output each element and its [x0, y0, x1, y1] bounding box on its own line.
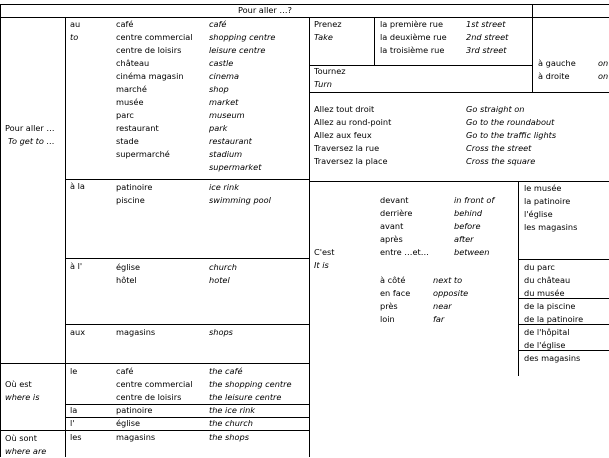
- prepositions-list: [380, 194, 429, 259]
- grid-line: [0, 4, 609, 5]
- places-aux-translation-list: [209, 326, 233, 339]
- article-au: au: [70, 19, 81, 29]
- grid-line: [532, 17, 533, 92]
- list-item: stade: [116, 136, 139, 146]
- grid-line: [65, 17, 66, 457]
- list-item: l'église: [524, 209, 553, 219]
- place-l-translation: the church: [209, 418, 253, 428]
- grid-line: [374, 17, 375, 65]
- list-item: centre de loisirs: [116, 392, 182, 402]
- tournez-label: Tournez: [314, 66, 346, 76]
- list-item: 3rd street: [466, 45, 507, 55]
- list-item: entre …et…: [380, 247, 429, 257]
- list-item: des magasins: [524, 353, 581, 363]
- list-item: stadium: [209, 149, 243, 159]
- directions-list: [314, 103, 391, 168]
- list-item: centre commercial: [116, 32, 193, 42]
- article-a-l: à l': [70, 261, 83, 271]
- prepositions-de-list: [380, 274, 410, 326]
- places-a-l-list: [116, 261, 140, 287]
- list-item: Traversez la place: [314, 156, 388, 166]
- grid-line: [0, 363, 310, 364]
- list-item: avant: [380, 221, 404, 231]
- places-a-la-list: [116, 181, 152, 207]
- list-item: derrière: [380, 208, 413, 218]
- list-item: de l'hôpital: [524, 327, 570, 337]
- list-item: église: [116, 262, 141, 272]
- list-item: after: [454, 234, 474, 244]
- places-au-list: [116, 18, 193, 161]
- list-item: parc: [116, 110, 134, 120]
- list-item: Go straight on: [466, 104, 525, 114]
- list-item: church: [209, 262, 237, 272]
- list-item: shop: [209, 84, 229, 94]
- list-item: du parc: [524, 262, 555, 272]
- list-item: on: [598, 58, 609, 68]
- grid-line: [0, 17, 609, 18]
- places-a-l-translation-list: [209, 261, 237, 287]
- list-item: loin: [380, 314, 395, 324]
- places-le-list: [116, 365, 193, 404]
- article-aux: aux: [70, 327, 86, 337]
- list-item: la troisième rue: [380, 45, 445, 55]
- ou-est-translation: where is: [5, 392, 40, 402]
- list-item: patinoire: [116, 182, 153, 192]
- cest-label: C'est: [314, 247, 335, 257]
- list-item: piscine: [116, 195, 145, 205]
- grid-line: [65, 258, 310, 259]
- list-item: castle: [209, 58, 234, 68]
- grid-line: [532, 4, 533, 17]
- list-item: before: [454, 221, 481, 231]
- pour-aller-label: Pour aller …: [5, 123, 55, 133]
- list-item: behind: [454, 208, 483, 218]
- places-le-translation-list: [209, 365, 292, 404]
- list-item: à côté: [380, 275, 406, 285]
- list-item: les magasins: [524, 222, 578, 232]
- list-item: far: [433, 314, 445, 324]
- ou-est-label: Où est: [5, 379, 32, 389]
- list-item: magasins: [116, 327, 156, 337]
- left-right-translation-list: [598, 57, 608, 83]
- list-item: 2nd street: [466, 32, 509, 42]
- article-a-la: à la: [70, 181, 85, 191]
- list-item: de la patinoire: [524, 314, 584, 324]
- grid-line: [65, 324, 310, 325]
- list-item: 1st street: [466, 19, 506, 29]
- list-item: café: [116, 366, 134, 376]
- article-la: la: [70, 405, 78, 415]
- list-item: château: [116, 58, 150, 68]
- place-les-translation: the shops: [209, 432, 249, 442]
- streets-list: [380, 18, 447, 57]
- list-item: hôtel: [116, 275, 137, 285]
- list-item: marché: [116, 84, 147, 94]
- article-les: les: [70, 432, 82, 442]
- list-item: Go to the traffic lights: [466, 130, 557, 140]
- left-right-list: [538, 57, 576, 83]
- list-item: la patinoire: [524, 196, 571, 206]
- list-item: leisure centre: [209, 45, 266, 55]
- pour-aller-translation: To get to …: [8, 136, 55, 146]
- directions-translation-list: [466, 103, 556, 168]
- list-item: centre de loisirs: [116, 45, 182, 55]
- list-item: Traversez la rue: [314, 143, 380, 153]
- list-item: near: [433, 301, 452, 311]
- list-item: le musée: [524, 183, 562, 193]
- place-l: église: [116, 418, 141, 428]
- tournez-translation: Turn: [314, 79, 332, 89]
- grid-line: [518, 259, 609, 260]
- list-item: centre commercial: [116, 379, 193, 389]
- list-item: café: [209, 19, 227, 29]
- grid-line: [518, 181, 519, 376]
- list-item: in front of: [454, 195, 495, 205]
- list-item: on: [598, 71, 609, 81]
- list-item: the shopping centre: [209, 379, 292, 389]
- list-item: cinema: [209, 71, 239, 81]
- place-la-translation: the ice rink: [209, 405, 256, 415]
- list-item: devant: [380, 195, 409, 205]
- list-item: museum: [209, 110, 245, 120]
- place-la: patinoire: [116, 405, 153, 415]
- ou-sont-translation: where are: [5, 446, 47, 456]
- right-top-list: [524, 182, 577, 234]
- list-item: hotel: [209, 275, 230, 285]
- prepositions-de-translation-list: [433, 274, 468, 326]
- ou-sont-label: Où sont: [5, 433, 37, 443]
- prenez-translation: Take: [314, 32, 333, 42]
- cest-translation: It is: [314, 260, 329, 270]
- list-item: près: [380, 301, 398, 311]
- list-item: next to: [433, 275, 463, 285]
- grid-line: [0, 4, 1, 457]
- list-item: musée: [116, 97, 144, 107]
- list-item: de la piscine: [524, 301, 576, 311]
- right-bottom-list: [524, 261, 583, 365]
- list-item: cinéma magasin: [116, 71, 184, 81]
- list-item: shops: [209, 327, 233, 337]
- grid-line: [309, 17, 310, 457]
- place-les: magasins: [116, 432, 156, 442]
- list-item: Cross the square: [466, 156, 536, 166]
- list-item: park: [209, 123, 228, 133]
- list-item: Allez au rond-point: [314, 117, 392, 127]
- streets-translation-list: [466, 18, 508, 57]
- list-item: en face: [380, 288, 411, 298]
- list-item: de l'église: [524, 340, 566, 350]
- list-item: between: [454, 247, 490, 257]
- grid-line: [65, 404, 310, 405]
- grid-line: [309, 92, 609, 93]
- list-item: swimming pool: [209, 195, 271, 205]
- list-item: shopping centre: [209, 32, 276, 42]
- list-item: du château: [524, 275, 571, 285]
- list-item: restaurant: [116, 123, 159, 133]
- list-item: restaurant: [209, 136, 252, 146]
- places-au-translation-list: [209, 18, 275, 174]
- list-item: la première rue: [380, 19, 444, 29]
- grid-line: [65, 179, 310, 180]
- list-item: Cross the street: [466, 143, 532, 153]
- list-item: the café: [209, 366, 243, 376]
- article-l: l': [70, 418, 75, 428]
- places-aux-list: [116, 326, 155, 339]
- places-a-la-translation-list: [209, 181, 271, 207]
- list-item: à gauche: [538, 58, 576, 68]
- list-item: Allez tout droit: [314, 104, 375, 114]
- list-item: café: [116, 19, 134, 29]
- list-item: Go to the roundabout: [466, 117, 555, 127]
- list-item: la deuxième rue: [380, 32, 447, 42]
- article-au-translation: to: [70, 32, 79, 42]
- list-item: opposite: [433, 288, 469, 298]
- article-le: le: [70, 366, 78, 376]
- list-item: the leisure centre: [209, 392, 282, 402]
- table-header: Pour aller …?: [238, 5, 292, 15]
- list-item: supermarket: [209, 162, 262, 172]
- grid-line: [65, 417, 310, 418]
- list-item: à droite: [538, 71, 570, 81]
- list-item: Allez aux feux: [314, 130, 372, 140]
- prenez-label: Prenez: [314, 19, 342, 29]
- list-item: du musée: [524, 288, 565, 298]
- list-item: après: [380, 234, 403, 244]
- list-item: ice rink: [209, 182, 239, 192]
- list-item: supermarché: [116, 149, 170, 159]
- list-item: market: [209, 97, 239, 107]
- prepositions-translation-list: [454, 194, 494, 259]
